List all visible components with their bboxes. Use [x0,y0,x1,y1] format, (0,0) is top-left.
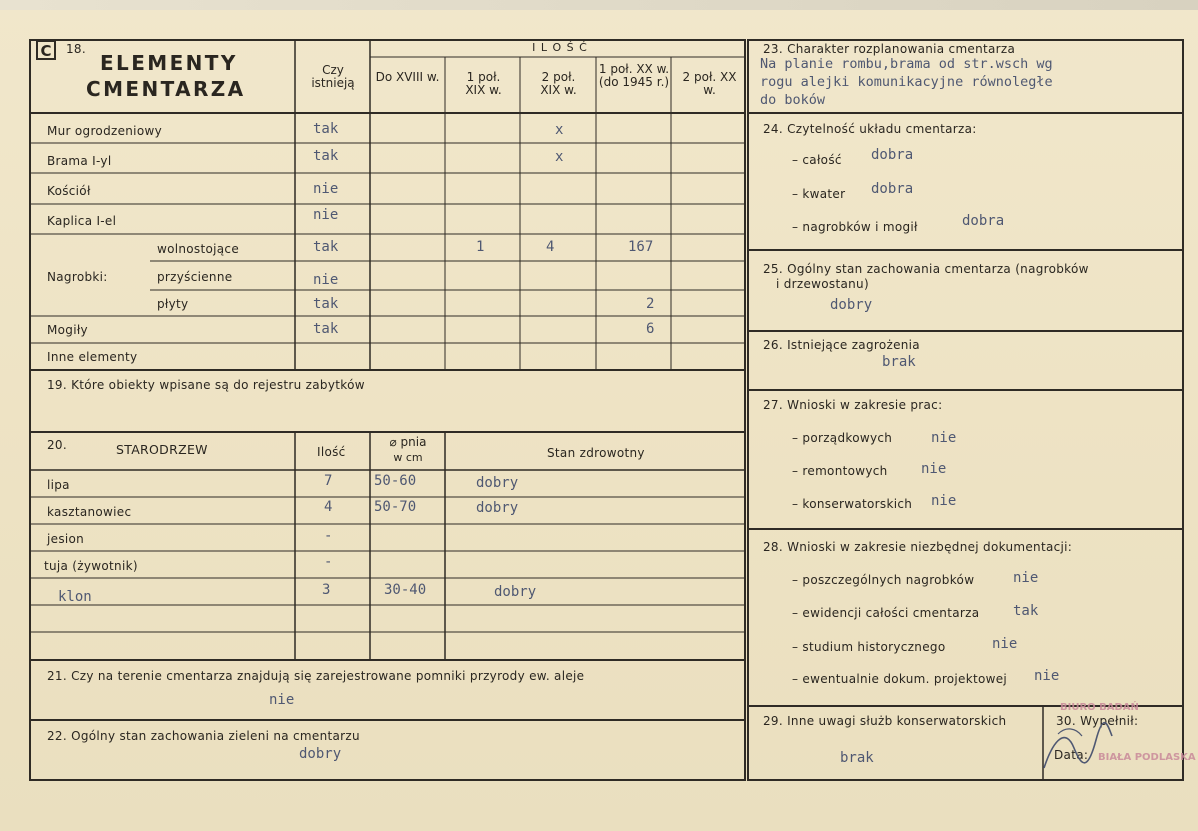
row-label: Inne elementy [47,350,138,364]
section-28-item-value: nie [992,636,1018,652]
tree-name: tuja (żywotnik) [44,559,138,573]
section-20-number: 20. [47,438,67,452]
row-period-value: 2 [646,296,655,312]
row-period-value: 1 [476,239,485,255]
section-28-item-label: – poszczególnych nagrobków [792,573,975,587]
row-label: Kościół [47,184,91,198]
row-label: Kaplica I-el [47,214,117,228]
col-exists-header: Czy istnieją [311,63,355,90]
col-qty-header: Ilość [317,445,346,459]
row-period-value: 4 [546,239,555,255]
tree-qty: - [324,528,333,544]
section-24-item-label: – kwater [792,187,846,201]
section-28-item-label: – studium historycznego [792,640,946,654]
section-25-value: dobry [830,297,873,313]
row-exists-value: tak [313,296,339,312]
stamp-line1: BIURO BADAŃ [1060,702,1139,713]
ilosc-header: I L O Ś Ć [532,41,588,54]
section-23-line: Na planie rombu,brama od str.wsch wg [760,56,1053,72]
section-20-title: STARODRZEW [116,442,208,457]
section-27-item-value: nie [921,461,947,477]
row-label: Mogiły [47,323,88,337]
period-header: 2 poł. XIX w. [540,70,577,97]
section-24-label: 24. Czytelność układu cmentarza: [763,122,977,136]
section-19-label: 19. Które obiekty wpisane są do rejestru zabytków [47,378,365,392]
row-exists-value: tak [313,121,339,137]
row-period-value: 167 [628,239,654,255]
section-25-label-line2: i drzewostanu) [776,277,869,291]
section-21-label: 21. Czy na terenie cmentarza znajdują się zarejestrowane pomniki przyrody ew. aleje [47,669,585,683]
signature-scribble [1036,718,1116,778]
section-27-item-label: – remontowych [792,464,888,478]
section-29-label: 29. Inne uwagi służb konserwatorskich [763,714,1007,728]
tree-diam: 50-60 [374,473,417,489]
section-27-item-label: – porządkowych [792,431,893,445]
col-diam-header-line2: w cm [393,451,423,464]
section-27-item-label: – konserwatorskich [792,497,913,511]
tree-name: lipa [47,478,70,492]
section-26-label: 26. Istniejące zagrożenia [763,338,920,352]
section-24-item-label: – nagrobków i mogił [792,220,918,234]
period-header: Do XVIII w. [375,70,440,84]
section-28-item-value: nie [1013,570,1039,586]
section-29-value: brak [840,750,874,766]
row-exists-value: tak [313,148,339,164]
section-18-title-line1: ELEMENTY [100,51,238,75]
row-label: wolnostojące [157,242,240,256]
tree-qty: 4 [324,499,333,515]
row-exists-value: tak [313,321,339,337]
section-22-label: 22. Ogólny stan zachowania zieleni na cmentarzu [47,729,360,743]
tree-qty: - [324,554,333,570]
row-label: Mur ogrodzeniowy [47,124,162,138]
section-28-item-value: nie [1034,668,1060,684]
section-23-label: 23. Charakter rozplanowania cmentarza [763,42,1016,56]
section-25-label-line1: 25. Ogólny stan zachowania cmentarza (nagrobków [763,262,1089,276]
section-30-date-label: Data: [1054,748,1089,762]
tree-qty: 7 [324,473,333,489]
row-label: przyścienne [157,270,233,284]
period-header: 2 poł. XX w. [682,70,737,97]
row-exists-value: nie [313,181,339,197]
section-28-label: 28. Wnioski w zakresie niezbędnej dokumentacji: [763,540,1073,554]
section-18-number: 18. [66,42,86,56]
tree-diam: 30-40 [384,582,427,598]
row-period-value: x [555,122,564,138]
section-23-line: do boków [760,92,826,108]
section-marker: C [36,40,56,60]
period-header: 1 poł. XX w. (do 1945 r.) [598,62,670,89]
tree-health: dobry [476,475,519,491]
section-26-value: brak [882,354,916,370]
section-28-item-label: – ewidencji całości cmentarza [792,606,980,620]
section-18-title-line2: CMENTARZA [86,77,246,101]
tree-diam: 50-70 [374,499,417,515]
section-24-item-label: – całość [792,153,842,167]
tree-name: klon [58,589,92,605]
col-diam-header-line1: ⌀ pnia [389,435,427,449]
row-label: płyty [157,297,189,311]
row-period-value: x [555,149,564,165]
section-22-value: dobry [299,746,342,762]
row-label: Brama I-yl [47,154,112,168]
section-28-item-value: tak [1013,603,1039,619]
col-health-header: Stan zdrowotny [547,446,645,460]
section-23-line: rogu alejki komunikacyjne równoległe [760,74,1053,90]
section-27-item-value: nie [931,493,957,509]
section-24-item-value: dobra [962,213,1005,229]
nagrobki-label: Nagrobki: [47,270,108,284]
row-exists-value: tak [313,239,339,255]
tree-qty: 3 [322,582,331,598]
stamp-line2: BIAŁA PODLASKA [1098,752,1196,763]
section-30-label: 30. Wypełnił: [1056,714,1139,728]
section-27-label: 27. Wnioski w zakresie prac: [763,398,943,412]
row-period-value: 6 [646,321,655,337]
row-exists-value: nie [313,272,339,288]
row-exists-value: nie [313,207,339,223]
section-27-item-value: nie [931,430,957,446]
section-21-value: nie [269,692,295,708]
period-header: 1 poł. XIX w. [465,70,502,97]
tree-health: dobry [494,584,537,600]
tree-name: kasztanowiec [47,505,132,519]
tree-name: jesion [47,532,85,546]
section-28-item-label: – ewentualnie dokum. projektowej [792,672,1008,686]
section-24-item-value: dobra [871,181,914,197]
tree-health: dobry [476,500,519,516]
section-24-item-value: dobra [871,147,914,163]
